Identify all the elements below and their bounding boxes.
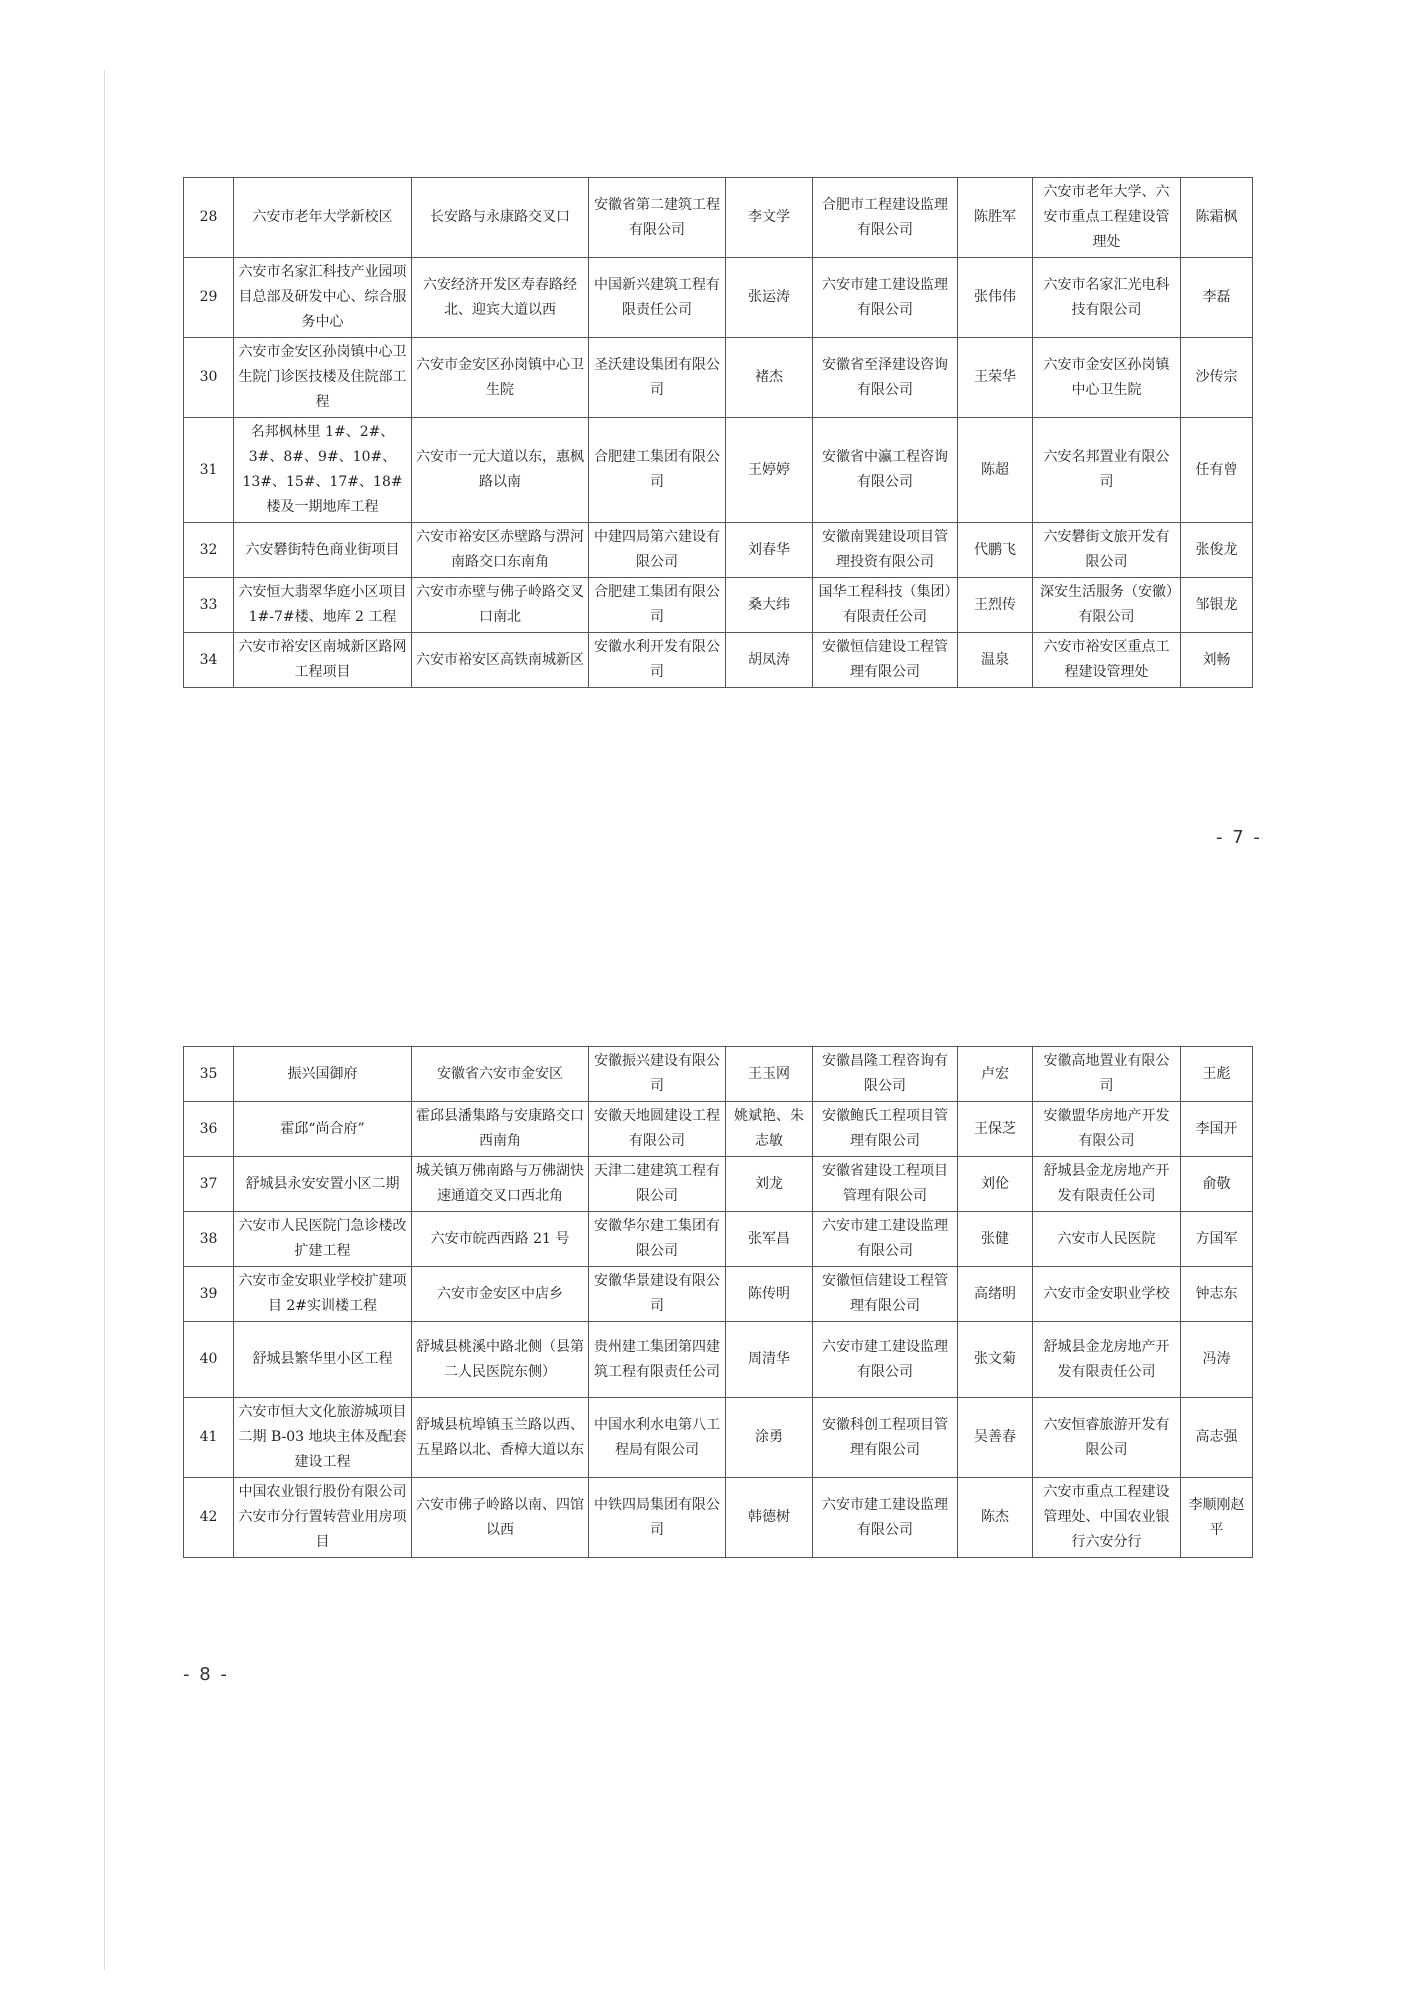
row-number-cell: 36 bbox=[184, 1102, 234, 1157]
project-location-cell: 霍邱县潘集路与安康路交口西南角 bbox=[412, 1102, 589, 1157]
project-manager-cell: 李文学 bbox=[726, 178, 813, 258]
project-location-cell: 舒城县杭埠镇玉兰路以西、五星路以北、香樟大道以东 bbox=[412, 1398, 589, 1478]
owner-representative-cell: 陈霜枫 bbox=[1181, 178, 1253, 258]
owner-representative-cell: 李磊 bbox=[1181, 258, 1253, 338]
project-location-cell: 六安市金安区中店乡 bbox=[412, 1267, 589, 1322]
project-name-cell: 六安市老年大学新校区 bbox=[234, 178, 412, 258]
owner-representative-cell: 李顺刚赵平 bbox=[1181, 1478, 1253, 1558]
project-name-cell: 六安市金安区孙岗镇中心卫生院门诊医技楼及住院部工程 bbox=[234, 338, 412, 418]
owner-representative-cell: 李国开 bbox=[1181, 1102, 1253, 1157]
table-row bbox=[184, 523, 1253, 578]
row-number-cell: 30 bbox=[184, 338, 234, 418]
owner-unit-cell: 六安市老年大学、六安市重点工程建设管理处 bbox=[1033, 178, 1181, 258]
owner-unit-cell: 六安市名家汇光电科技有限公司 bbox=[1033, 258, 1181, 338]
supervision-company-cell: 国华工程科技（集团）有限责任公司 bbox=[813, 578, 958, 633]
project-location-cell: 六安市佛子岭路以南、四馆以西 bbox=[412, 1478, 589, 1558]
chief-supervisor-cell: 代鹏飞 bbox=[958, 523, 1033, 578]
supervision-company-cell: 合肥市工程建设监理有限公司 bbox=[813, 178, 958, 258]
chief-supervisor-cell: 吴善春 bbox=[958, 1398, 1033, 1478]
owner-unit-cell: 六安礬街文旅开发有限公司 bbox=[1033, 523, 1181, 578]
supervision-company-cell: 安徽省建设工程项目管理有限公司 bbox=[813, 1157, 958, 1212]
table-row bbox=[184, 633, 1253, 688]
project-location-cell: 六安市裕安区高铁南城新区 bbox=[412, 633, 589, 688]
construction-company-cell: 安徽华尔建工集团有限公司 bbox=[589, 1212, 726, 1267]
project-location-cell: 安徽省六安市金安区 bbox=[412, 1047, 589, 1102]
project-name-cell: 振兴国御府 bbox=[234, 1047, 412, 1102]
project-manager-cell: 张军昌 bbox=[726, 1212, 813, 1267]
project-manager-cell: 胡凤涛 bbox=[726, 633, 813, 688]
table-row bbox=[184, 1322, 1253, 1398]
construction-company-cell: 中建四局第六建设有限公司 bbox=[589, 523, 726, 578]
table-row bbox=[184, 1398, 1253, 1478]
row-number-cell: 32 bbox=[184, 523, 234, 578]
owner-unit-cell: 六安市裕安区重点工程建设管理处 bbox=[1033, 633, 1181, 688]
owner-representative-cell: 高志强 bbox=[1181, 1398, 1253, 1478]
project-manager-cell: 刘龙 bbox=[726, 1157, 813, 1212]
supervision-company-cell: 安徽昌隆工程咨询有限公司 bbox=[813, 1047, 958, 1102]
row-number-cell: 42 bbox=[184, 1478, 234, 1558]
owner-representative-cell: 张俊龙 bbox=[1181, 523, 1253, 578]
chief-supervisor-cell: 张伟伟 bbox=[958, 258, 1033, 338]
row-number-cell: 33 bbox=[184, 578, 234, 633]
row-number-cell: 31 bbox=[184, 418, 234, 523]
project-name-cell: 六安市裕安区南城新区路网工程项目 bbox=[234, 633, 412, 688]
project-manager-cell: 张运涛 bbox=[726, 258, 813, 338]
chief-supervisor-cell: 高绪明 bbox=[958, 1267, 1033, 1322]
project-name-cell: 舒城县繁华里小区工程 bbox=[234, 1322, 412, 1398]
table-row bbox=[184, 338, 1253, 418]
owner-unit-cell: 六安市金安职业学校 bbox=[1033, 1267, 1181, 1322]
chief-supervisor-cell: 刘伦 bbox=[958, 1157, 1033, 1212]
owner-unit-cell: 深安生活服务（安徽）有限公司 bbox=[1033, 578, 1181, 633]
owner-representative-cell: 刘畅 bbox=[1181, 633, 1253, 688]
project-manager-cell: 褚杰 bbox=[726, 338, 813, 418]
project-location-cell: 城关镇万佛南路与万佛湖快速通道交叉口西北角 bbox=[412, 1157, 589, 1212]
owner-unit-cell: 六安市重点工程建设管理处、中国农业银行六安分行 bbox=[1033, 1478, 1181, 1558]
supervision-company-cell: 安徽鲍氏工程项目管理有限公司 bbox=[813, 1102, 958, 1157]
project-location-cell: 六安市一元大道以东，惠枫路以南 bbox=[412, 418, 589, 523]
supervision-company-cell: 安徽省中瀛工程咨询有限公司 bbox=[813, 418, 958, 523]
table-row bbox=[184, 578, 1253, 633]
row-number-cell: 39 bbox=[184, 1267, 234, 1322]
project-location-cell: 六安市裕安区赤壁路与淠河南路交口东南角 bbox=[412, 523, 589, 578]
table-row bbox=[184, 1157, 1253, 1212]
project-manager-cell: 周清华 bbox=[726, 1322, 813, 1398]
chief-supervisor-cell: 陈超 bbox=[958, 418, 1033, 523]
owner-representative-cell: 沙传宗 bbox=[1181, 338, 1253, 418]
chief-supervisor-cell: 陈胜军 bbox=[958, 178, 1033, 258]
project-location-cell: 六安经济开发区寿春路经北、迎宾大道以西 bbox=[412, 258, 589, 338]
supervision-company-cell: 六安市建工建设监理有限公司 bbox=[813, 258, 958, 338]
project-manager-cell: 桑大纬 bbox=[726, 578, 813, 633]
table-row bbox=[184, 1478, 1253, 1558]
chief-supervisor-cell: 王荣华 bbox=[958, 338, 1033, 418]
project-name-cell: 六安市恒大文化旅游城项目二期 B-03 地块主体及配套建设工程 bbox=[234, 1398, 412, 1478]
project-manager-cell: 陈传明 bbox=[726, 1267, 813, 1322]
supervision-company-cell: 安徽省至泽建设咨询有限公司 bbox=[813, 338, 958, 418]
project-manager-cell: 王婷婷 bbox=[726, 418, 813, 523]
project-name-cell: 六安礬街特色商业街项目 bbox=[234, 523, 412, 578]
page-number: - 7 - bbox=[1216, 827, 1262, 848]
owner-unit-cell: 六安市人民医院 bbox=[1033, 1212, 1181, 1267]
table-row bbox=[184, 258, 1253, 338]
row-number-cell: 28 bbox=[184, 178, 234, 258]
project-manager-cell: 韩德树 bbox=[726, 1478, 813, 1558]
project-manager-cell: 涂勇 bbox=[726, 1398, 813, 1478]
row-number-cell: 34 bbox=[184, 633, 234, 688]
page-number: - 8 - bbox=[183, 1664, 229, 1685]
project-location-cell: 六安市赤壁与佛子岭路交叉口南北 bbox=[412, 578, 589, 633]
project-table-page-7 bbox=[183, 177, 1253, 688]
table-row bbox=[184, 418, 1253, 523]
construction-company-cell: 圣沃建设集团有限公司 bbox=[589, 338, 726, 418]
supervision-company-cell: 六安市建工建设监理有限公司 bbox=[813, 1478, 958, 1558]
table-row bbox=[184, 1212, 1253, 1267]
chief-supervisor-cell: 王烈传 bbox=[958, 578, 1033, 633]
row-number-cell: 41 bbox=[184, 1398, 234, 1478]
owner-representative-cell: 冯涛 bbox=[1181, 1322, 1253, 1398]
project-name-cell: 六安市金安职业学校扩建项目 2#实训楼工程 bbox=[234, 1267, 412, 1322]
owner-representative-cell: 王彪 bbox=[1181, 1047, 1253, 1102]
project-table-page-8 bbox=[183, 1046, 1253, 1558]
project-name-cell: 中国农业银行股份有限公司六安市分行置转营业用房项目 bbox=[234, 1478, 412, 1558]
owner-representative-cell: 俞敬 bbox=[1181, 1157, 1253, 1212]
owner-representative-cell: 邹银龙 bbox=[1181, 578, 1253, 633]
project-manager-cell: 姚斌艳、朱志敏 bbox=[726, 1102, 813, 1157]
construction-company-cell: 天津二建建筑工程有限公司 bbox=[589, 1157, 726, 1212]
construction-company-cell: 贵州建工集团第四建筑工程有限责任公司 bbox=[589, 1322, 726, 1398]
construction-company-cell: 安徽水利开发有限公司 bbox=[589, 633, 726, 688]
owner-representative-cell: 任有曾 bbox=[1181, 418, 1253, 523]
project-name-cell: 舒城县永安安置小区二期 bbox=[234, 1157, 412, 1212]
construction-company-cell: 安徽振兴建设有限公司 bbox=[589, 1047, 726, 1102]
supervision-company-cell: 安徽恒信建设工程管理有限公司 bbox=[813, 1267, 958, 1322]
owner-unit-cell: 六安名邦置业有限公司 bbox=[1033, 418, 1181, 523]
binding-margin-line bbox=[104, 70, 105, 1970]
project-location-cell: 舒城县桃溪中路北侧（县第二人民医院东侧） bbox=[412, 1322, 589, 1398]
table-row bbox=[184, 1102, 1253, 1157]
row-number-cell: 40 bbox=[184, 1322, 234, 1398]
project-location-cell: 长安路与永康路交叉口 bbox=[412, 178, 589, 258]
owner-unit-cell: 六安恒睿旅游开发有限公司 bbox=[1033, 1398, 1181, 1478]
supervision-company-cell: 安徽科创工程项目管理有限公司 bbox=[813, 1398, 958, 1478]
chief-supervisor-cell: 温泉 bbox=[958, 633, 1033, 688]
construction-company-cell: 中国新兴建筑工程有限责任公司 bbox=[589, 258, 726, 338]
supervision-company-cell: 安徽南巽建设项目管理投资有限公司 bbox=[813, 523, 958, 578]
owner-representative-cell: 钟志东 bbox=[1181, 1267, 1253, 1322]
chief-supervisor-cell: 卢宏 bbox=[958, 1047, 1033, 1102]
chief-supervisor-cell: 王保芝 bbox=[958, 1102, 1033, 1157]
project-name-cell: 六安市人民医院门急诊楼改扩建工程 bbox=[234, 1212, 412, 1267]
project-name-cell: 霍邱“尚合府” bbox=[234, 1102, 412, 1157]
project-name-cell: 六安恒大翡翠华庭小区项目 1#-7#楼、地库 2 工程 bbox=[234, 578, 412, 633]
construction-company-cell: 安徽省第二建筑工程有限公司 bbox=[589, 178, 726, 258]
row-number-cell: 38 bbox=[184, 1212, 234, 1267]
table-row bbox=[184, 178, 1253, 258]
owner-unit-cell: 安徽高地置业有限公司 bbox=[1033, 1047, 1181, 1102]
supervision-company-cell: 六安市建工建设监理有限公司 bbox=[813, 1322, 958, 1398]
owner-unit-cell: 安徽盟华房地产开发有限公司 bbox=[1033, 1102, 1181, 1157]
project-manager-cell: 刘春华 bbox=[726, 523, 813, 578]
supervision-company-cell: 安徽恒信建设工程管理有限公司 bbox=[813, 633, 958, 688]
table-row bbox=[184, 1267, 1253, 1322]
construction-company-cell: 安徽天地圆建设工程有限公司 bbox=[589, 1102, 726, 1157]
construction-company-cell: 安徽华景建设有限公司 bbox=[589, 1267, 726, 1322]
project-location-cell: 六安市皖西西路 21 号 bbox=[412, 1212, 589, 1267]
owner-unit-cell: 舒城县金龙房地产开发有限责任公司 bbox=[1033, 1322, 1181, 1398]
row-number-cell: 29 bbox=[184, 258, 234, 338]
owner-representative-cell: 方国军 bbox=[1181, 1212, 1253, 1267]
project-manager-cell: 王玉网 bbox=[726, 1047, 813, 1102]
project-location-cell: 六安市金安区孙岗镇中心卫生院 bbox=[412, 338, 589, 418]
row-number-cell: 35 bbox=[184, 1047, 234, 1102]
chief-supervisor-cell: 陈杰 bbox=[958, 1478, 1033, 1558]
construction-company-cell: 中铁四局集团有限公司 bbox=[589, 1478, 726, 1558]
row-number-cell: 37 bbox=[184, 1157, 234, 1212]
table-row bbox=[184, 1047, 1253, 1102]
owner-unit-cell: 六安市金安区孙岗镇中心卫生院 bbox=[1033, 338, 1181, 418]
chief-supervisor-cell: 张文菊 bbox=[958, 1322, 1033, 1398]
construction-company-cell: 合肥建工集团有限公司 bbox=[589, 578, 726, 633]
construction-company-cell: 中国水利水电第八工程局有限公司 bbox=[589, 1398, 726, 1478]
supervision-company-cell: 六安市建工建设监理有限公司 bbox=[813, 1212, 958, 1267]
chief-supervisor-cell: 张健 bbox=[958, 1212, 1033, 1267]
owner-unit-cell: 舒城县金龙房地产开发有限责任公司 bbox=[1033, 1157, 1181, 1212]
construction-company-cell: 合肥建工集团有限公司 bbox=[589, 418, 726, 523]
project-name-cell: 名邦枫林里 1#、2#、3#、8#、9#、10#、13#、15#、17#、18#楼及一期地库工程 bbox=[234, 418, 412, 523]
project-name-cell: 六安市名家汇科技产业园项目总部及研发中心、综合服务中心 bbox=[234, 258, 412, 338]
